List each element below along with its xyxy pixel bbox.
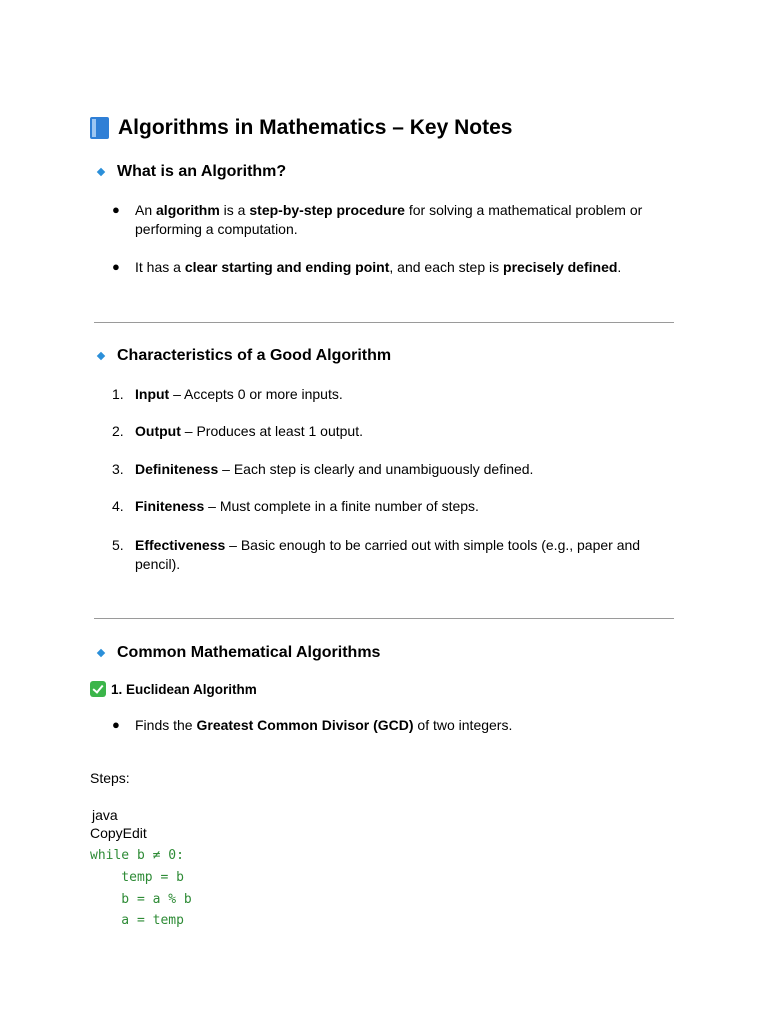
bold-text-run: Greatest Common Divisor (GCD) [196, 717, 414, 733]
section-heading-text: Common Mathematical Algorithms [117, 644, 381, 661]
text-run: Finds the [135, 717, 197, 733]
item-description: – Each step is clearly and unambiguously defined. [218, 461, 534, 477]
item-term: Finiteness [135, 498, 205, 514]
text-run: , and each step is [389, 259, 504, 275]
code-line: a = temp [90, 913, 184, 929]
item-number: 4. [112, 498, 124, 514]
numbered-item [112, 422, 672, 441]
item-description: – Must complete in a finite number of steps. [204, 498, 479, 514]
item-term: Output [135, 423, 181, 439]
bullet-dot-icon: ● [112, 202, 120, 217]
bold-text-run: algorithm [156, 202, 220, 218]
section-heading-common-algorithms [96, 644, 380, 662]
code-line: b = a % b [90, 891, 192, 907]
bold-text-run: step-by-step procedure [249, 202, 405, 218]
text-run: of two integers. [413, 717, 513, 733]
subheading-euclidean [90, 681, 257, 697]
numbered-item [112, 536, 672, 573]
text-run: is a [219, 202, 250, 218]
item-term: Input [135, 386, 170, 402]
list-item [112, 201, 672, 238]
bold-text-run: clear starting and ending point [184, 259, 390, 275]
copy-edit-button[interactable]: CopyEdit [90, 825, 147, 841]
item-number: 2. [112, 423, 124, 439]
code-language-label: java [92, 807, 118, 823]
steps-label: Steps: [90, 770, 130, 786]
diamond-bullet-icon [97, 649, 105, 657]
text-run: An [135, 202, 157, 218]
item-number: 3. [112, 461, 124, 477]
diamond-bullet-icon [97, 168, 105, 176]
subheading-text: 1. Euclidean Algorithm [111, 681, 257, 697]
list-item [112, 716, 672, 735]
numbered-item [112, 497, 672, 516]
text-run: It has a [135, 259, 185, 275]
section-heading-text: What is an Algorithm? [117, 163, 287, 180]
section-heading-what-is-algorithm [96, 163, 286, 181]
item-term: Definiteness [135, 461, 219, 477]
section-heading-text: Characteristics of a Good Algorithm [117, 347, 392, 364]
bullet-dot-icon: ● [112, 717, 120, 732]
diamond-bullet-icon [97, 352, 105, 360]
list-item [112, 258, 672, 277]
item-number: 5. [112, 537, 124, 553]
code-line: while b ≠ 0: [90, 848, 184, 863]
item-description: – Basic enough to be carried out with simple tools (e.g., paper and pencil). [135, 537, 641, 572]
code-line: temp = b [90, 869, 184, 885]
book-icon [90, 116, 110, 140]
text-run: . [617, 259, 622, 275]
item-description: – Produces at least 1 output. [180, 423, 363, 439]
numbered-item [112, 460, 672, 479]
text-run: for solving a mathematical problem or performing a computation. [135, 202, 643, 237]
code-block [90, 845, 192, 932]
item-description: – Accepts 0 or more inputs. [169, 386, 343, 402]
horizontal-divider [94, 322, 674, 323]
section-heading-characteristics [96, 347, 391, 365]
check-icon [90, 681, 106, 697]
item-number: 1. [112, 386, 124, 402]
numbered-item [112, 385, 672, 404]
horizontal-divider [94, 618, 674, 619]
item-term: Effectiveness [135, 537, 226, 553]
page-title [90, 116, 512, 140]
page-title-text: Algorithms in Mathematics – Key Notes [118, 116, 513, 139]
bold-text-run: precisely defined [503, 259, 618, 275]
bullet-dot-icon: ● [112, 259, 120, 274]
